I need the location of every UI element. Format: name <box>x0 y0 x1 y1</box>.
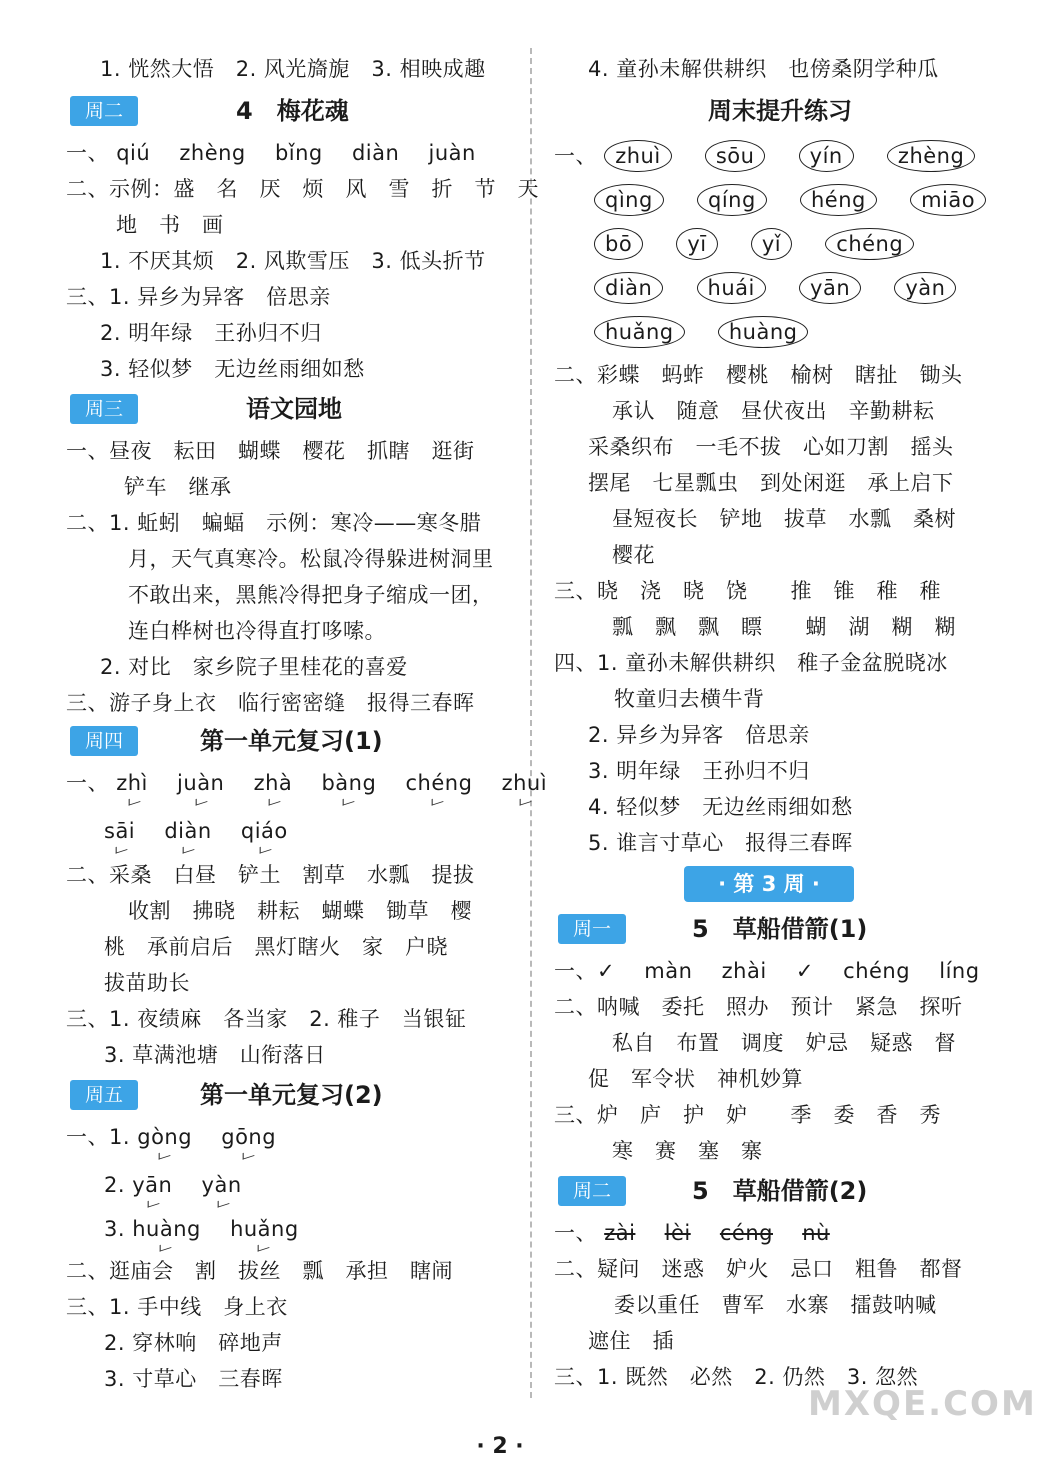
pinyin-struck: nù <box>802 1221 830 1245</box>
answer-line: 牧童归去横牛背 <box>614 687 765 711</box>
pinyin: zhà <box>254 768 293 798</box>
pinyin-circled: bō <box>594 228 643 260</box>
answer-line: 四、1. 童孙未解供耕织 稚子金盆脱晓冰 <box>554 651 948 675</box>
answer-line: 1. 恍然大悟 2. 风光旖旎 3. 相映成趣 <box>100 57 486 81</box>
check-mark: ✓ <box>795 959 814 983</box>
pinyin-line: 一、 zhì juàn zhà bàng chéng zhuì <box>66 768 569 798</box>
pinyin-circled: zhuì <box>604 140 671 172</box>
pinyin: diàn <box>351 141 400 165</box>
section-title: 第一单元复习(1) <box>200 727 383 755</box>
answer-line: 4. 轻似梦 无边丝雨细如愁 <box>588 795 853 819</box>
section-tag: 周二 <box>70 96 138 126</box>
answer-line: 5. 谁言寸草心 报得三春晖 <box>588 831 853 855</box>
pinyin: qiáo <box>241 816 288 846</box>
pinyin: zhuì <box>502 768 547 798</box>
answer-line: 采桑织布 一毛不拔 心如刀割 摇头 <box>588 435 954 459</box>
item-number: 一、1. <box>66 1125 131 1149</box>
answer-line: 地 书 画 <box>116 213 224 237</box>
pinyin-struck: lèi <box>664 1221 691 1245</box>
pinyin-circle-row <box>594 184 1012 216</box>
answer-line: 3. 寸草心 三春晖 <box>104 1367 283 1391</box>
answer-line: 二、示例：盛 名 厌 烦 风 雪 折 节 天 <box>66 177 539 201</box>
answer-line: 3. 明年绿 王孙归不归 <box>588 759 810 783</box>
section-tag: 周二 <box>558 1176 626 1206</box>
answer-line: 一、昼夜 耘田 蝴蝶 樱花 抓瞎 逛街 <box>66 439 475 463</box>
pinyin: juàn <box>177 768 224 798</box>
answer-line: 二、呐喊 委托 照办 预计 紧急 探听 <box>554 995 963 1019</box>
pinyin-circled: héng <box>800 184 877 216</box>
section-tag: 周一 <box>558 914 626 944</box>
section-title: 周末提升练习 <box>708 97 852 125</box>
pinyin-circled: huái <box>697 272 766 304</box>
column-divider <box>530 48 532 1398</box>
section-title: 4 梅花魂 <box>236 97 349 125</box>
pinyin-circled: yī <box>676 228 717 260</box>
pinyin-circled: yàn <box>894 272 956 304</box>
pinyin: líng <box>939 959 980 983</box>
item-number: 3. <box>104 1217 126 1241</box>
answer-line: 促 军令状 神机妙算 <box>588 1067 803 1091</box>
pinyin-struck: céng <box>719 1221 773 1245</box>
pinyin: juàn <box>428 141 476 165</box>
answer-line: 遮住 插 <box>588 1329 674 1353</box>
answer-line: 4. 童孙未解供耕织 也傍桑阴学种瓜 <box>588 57 939 81</box>
answer-line: 二、采桑 白昼 铲土 割草 水瓢 提拔 <box>66 863 475 887</box>
answer-line: 二、1. 蚯蚓 蝙蝠 示例：寒冷——寒冬腊 <box>66 511 482 535</box>
answer-line: 私自 布置 调度 妒忌 疑惑 督 <box>612 1031 956 1055</box>
answer-line: 铲车 继承 <box>124 475 232 499</box>
answer-line: 三、1. 异乡为异客 倍思亲 <box>66 285 331 309</box>
section-tag: 周四 <box>70 726 138 756</box>
pinyin-circled: zhèng <box>887 140 975 172</box>
pinyin-circle-row <box>594 272 982 304</box>
watermark: MXQE.COM <box>808 1384 1037 1424</box>
pinyin-struck: zài <box>604 1221 636 1245</box>
pinyin-circled: chéng <box>825 228 914 260</box>
section-title: 语文园地 <box>246 395 342 423</box>
pinyin-circle-row <box>594 228 940 260</box>
pinyin-line <box>104 1170 264 1200</box>
answer-line: 不敢出来，黑熊冷得把身子缩成一团， <box>128 583 494 607</box>
item-number: 2. <box>104 1173 126 1197</box>
answer-line: 二、逛庙会 割 拔丝 瓢 承担 瞎闹 <box>66 1259 453 1283</box>
answer-line: 摆尾 七星瓢虫 到处闲逛 承上启下 <box>588 471 954 495</box>
answer-line: 二、彩蝶 蚂蚱 樱桃 榆树 瞎扯 锄头 <box>554 363 963 387</box>
pinyin: chéng <box>843 959 911 983</box>
pinyin-circled: qìng <box>594 184 664 216</box>
pinyin-line <box>104 816 310 846</box>
answer-line: 3. 草满池塘 山衔落日 <box>104 1043 326 1067</box>
answer-line: 三、1. 既然 必然 2. 仍然 3. 忽然 <box>554 1365 919 1389</box>
section-title: 第一单元复习(2) <box>200 1081 383 1109</box>
section-tag: 周五 <box>70 1080 138 1110</box>
answer-line: 承认 随意 昼伏夜出 辛勤耕耘 <box>612 399 935 423</box>
pinyin-circled: yín <box>799 140 854 172</box>
pinyin: gōng <box>221 1122 276 1152</box>
pinyin-circled: sōu <box>705 140 766 172</box>
pinyin-circle-row <box>594 316 834 348</box>
answer-line: 连白桦树也冷得直打哆嗦。 <box>128 619 386 643</box>
check-mark: 一、✓ <box>554 959 616 983</box>
pinyin-line: 一、 qiú zhèng bǐng diàn juàn <box>66 138 498 168</box>
pinyin: chéng <box>405 768 472 798</box>
pinyin: yàn <box>202 1170 242 1200</box>
pinyin-circled: huàng <box>718 316 809 348</box>
pinyin: sāi <box>104 816 135 846</box>
answer-line: 月，天气真寒冷。松鼠冷得躲进树洞里 <box>128 547 494 571</box>
section-title: 5 草船借箭(1) <box>692 915 868 943</box>
pinyin-circled: yǐ <box>751 228 792 260</box>
answer-line: 收割 拂晓 耕耘 蝴蝶 锄草 樱 <box>128 899 472 923</box>
answer-line: 委以重任 曹军 水寨 擂鼓呐喊 <box>614 1293 937 1317</box>
answer-line: 三、炉 庐 护 妒 季 委 香 秀 <box>554 1103 941 1127</box>
answer-line: 瓢 飘 飘 瞟 蝴 湖 糊 糊 <box>612 615 956 639</box>
pinyin: zhì <box>116 768 148 798</box>
answer-line: 2. 穿林响 碎地声 <box>104 1331 283 1355</box>
pinyin-line <box>66 1122 298 1152</box>
pinyin: zhèng <box>179 141 246 165</box>
pinyin: yān <box>132 1170 172 1200</box>
pinyin: zhài <box>721 959 767 983</box>
answer-line: 3. 轻似梦 无边丝雨细如愁 <box>100 357 365 381</box>
pinyin: gòng <box>137 1122 192 1152</box>
pinyin-circled: qíng <box>697 184 767 216</box>
pinyin-line <box>554 956 1002 986</box>
pinyin-line <box>104 1214 321 1244</box>
week-banner: · 第 3 周 · <box>684 866 854 902</box>
pinyin: bǐng <box>274 141 323 165</box>
pinyin: huàng <box>132 1214 201 1244</box>
answer-line: 昼短夜长 铲地 拔草 水瓢 桑树 <box>612 507 956 531</box>
answer-line: 三、游子身上衣 临行密密缝 报得三春晖 <box>66 691 475 715</box>
answer-line: 三、晓 浇 晓 饶 推 锥 稚 稚 <box>554 579 941 603</box>
section-title: 5 草船借箭(2) <box>692 1177 868 1205</box>
answer-line: 1. 不厌其烦 2. 风欺雪压 3. 低头折节 <box>100 249 486 273</box>
section-tag: 周三 <box>70 394 138 424</box>
answer-line: 拔苗助长 <box>104 971 190 995</box>
pinyin-line: 一、 zài lèi céng nù <box>554 1218 852 1248</box>
answer-line: 2. 对比 家乡院子里桂花的喜爱 <box>100 655 408 679</box>
page-number: · 2 · <box>476 1434 524 1459</box>
answer-line: 三、1. 手中线 身上衣 <box>66 1295 288 1319</box>
answer-line: 2. 明年绿 王孙归不归 <box>100 321 322 345</box>
pinyin-circled: yān <box>799 272 861 304</box>
pinyin-circled: diàn <box>594 272 663 304</box>
pinyin: màn <box>644 959 693 983</box>
answer-line: 2. 异乡为异客 倍思亲 <box>588 723 810 747</box>
pinyin: qiú <box>116 141 151 165</box>
answer-line: 桃 承前启后 黑灯瞎火 家 户晓 <box>104 935 448 959</box>
answer-line: 三、1. 夜绩麻 各当家 2. 稚子 当银钲 <box>66 1007 467 1031</box>
pinyin-circle-row: 一、 zhuì sōu yín zhèng <box>554 140 1001 172</box>
pinyin: huǎng <box>230 1214 299 1244</box>
pinyin: diàn <box>164 816 211 846</box>
pinyin-circled: huǎng <box>594 316 685 348</box>
answer-line: 二、疑问 迷惑 妒火 忌口 粗鲁 都督 <box>554 1257 963 1281</box>
answer-line: 寒 赛 塞 寨 <box>612 1139 763 1163</box>
answer-line: 樱花 <box>612 543 655 567</box>
pinyin: bàng <box>321 768 376 798</box>
pinyin-circled: miāo <box>910 184 986 216</box>
